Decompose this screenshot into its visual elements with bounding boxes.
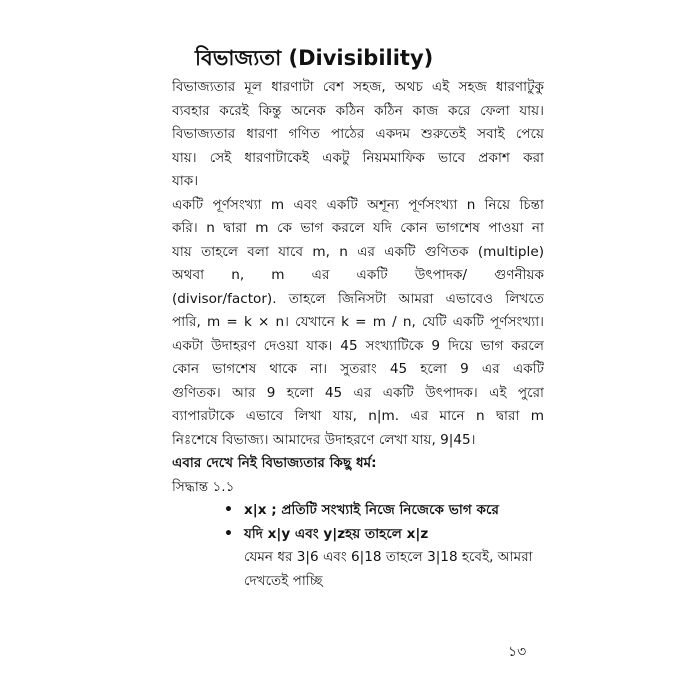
bullet-list [172,499,544,546]
bullet-text: x|x ; প্রতিটি সংখ্যাই নিজে নিজেকে ভাগ করে [244,502,499,518]
text-line: গুণিতক। আর 9 হলো 45 এর একটি উৎপাদক। এই পুরো [172,384,544,401]
bullet-item [172,523,544,547]
text-line: যেমন ধর 3|6 এবং 6|18 তাহলে 3|18 হবেই, আমরা [244,549,533,565]
bullet-icon: • [224,502,233,518]
example-block [172,546,544,593]
text-line: ব্যাপারটাকে এভাবে লিখা যায়, n|m. এর মানে n দ্বারা m [172,408,544,424]
section-title: এবার দেখে নিই বিভাজ্যতার কিছু ধর্ম: [172,455,377,471]
text-line: একটা উদাহরণ দেওয়া যাক। 45 সংখ্যাটিকে 9 দিয়ে ভাগ করলে [172,337,544,354]
text-line: করি। n দ্বারা m কে ভাগ করলে যদি কোন ভাগশেষ পাওয়া না [172,220,544,236]
theorem-label: সিদ্ধান্ত ১.১ [172,478,235,495]
page-heading: বিভাজ্যতা (Divisibility) [195,46,434,70]
text-line: একটি পূর্ণসংখ্যা m এবং একটি অশূন্য পূর্ণসংখ্যা n নিয়ে চিন্তা [172,196,544,213]
bullet-item [172,499,544,523]
text-line: ব্যবহার করেই কিন্তু অনেক কঠিন কঠিন কাজ করে ফেলা যায়। [172,102,544,119]
page-number: ১৩ [508,644,527,660]
text-line: বিভাজ্যতার মূল ধারণাটা বেশ সহজ, অথচ এই সহজ ধারণাটুকু [172,79,544,95]
text-line: অথবা n, m এর একটি উৎপাদক/ গুণনীয়ক [172,267,544,283]
page-body [172,76,544,593]
text-line: যায় তাহলে বলা যাবে m, n এর একটি গুণিতক (multiple) [172,243,544,260]
text-line: (divisor/factor). তাহলে জিনিসটা আমরা এভাবেও লিখতে [172,290,544,307]
text-line: যায়। সেই ধারণাটাকেই একটু নিয়মমাফিক ভাবে প্রকাশ করা [172,149,544,166]
text-line: কোন ভাগশেষ থাকে না। সুতরাং 45 হলো 9 এর একটি [172,361,544,377]
text-line: যাক। [172,173,199,189]
paragraph-definition [172,194,544,453]
paragraph-intro [172,76,544,194]
text-line: পারি, m = k × n। যেখানে k = m / n, যেটি একটি পূর্ণসংখ্যা। [172,314,544,330]
text-line: নিঃশেষে বিভাজ্য। আমাদের উদাহরণে লেখা যায়, 9|45। [172,431,476,448]
text-line: দেখতেই পাচ্ছি [244,572,323,589]
bullet-text: যদি x|y এবং y|zহয় তাহলে x|z [244,525,429,542]
text-line: বিভাজ্যতার ধারণা গণিত পাঠের একদম শুরুতেই সবাই পেয়ে [172,126,544,142]
bullet-icon: • [224,525,233,542]
